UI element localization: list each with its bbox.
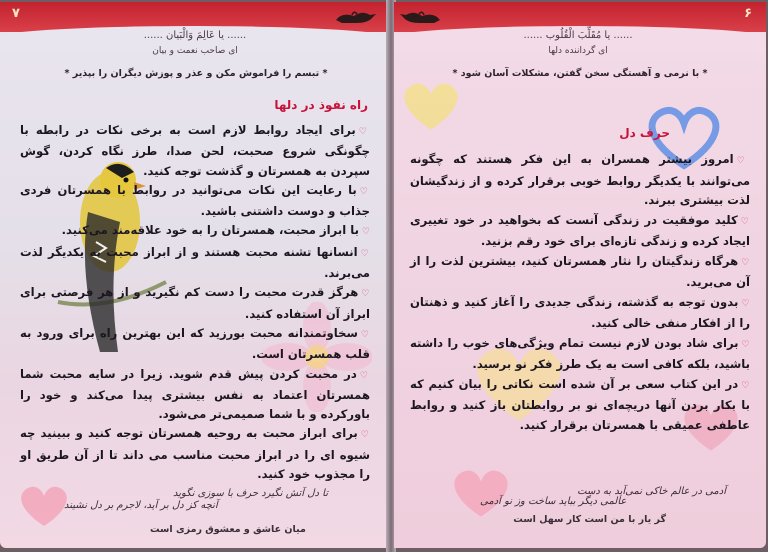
paragraph: ♡در محبت کردن پیش قدم شوید. زیرا در سایه محبت شما همسرتان اعتماد به نفس بیشتری پیدا می‌کند و خود را باورکرده و با شما صمیمی‌تر می‌شود. bbox=[20, 366, 370, 422]
heart-bullet-icon: ♡ bbox=[741, 257, 750, 268]
right-body-text bbox=[410, 150, 750, 435]
right-header-translation: ای گرداننده دلها bbox=[548, 46, 608, 56]
paragraph: ♡سخاوتمندانه محبت بورزید که این بهترین راه برای ورود به قلب همسرتان است. bbox=[20, 325, 370, 362]
left-page bbox=[0, 2, 388, 548]
heart-bullet-icon: ♡ bbox=[361, 289, 370, 300]
right-poem-footer: گر یار با من است کار سهل است bbox=[513, 514, 666, 525]
paragraph: ♡کلید موفقیت در زندگی آنست که بخواهید در خود تغییری ایجاد کرده و زندگی تازه‌ای برای خود رقم بزنید. bbox=[410, 212, 750, 248]
heart-bullet-icon: ♡ bbox=[360, 248, 370, 259]
paragraph: ♡برای ایجاد روابط لازم است به برخی نکات در رابطه با چگونگی شروع صحبت، لحن صدا، طرز نگاه کردن، گوش سپردن به همسرتان و گذشت توجه کنید. bbox=[20, 123, 370, 178]
right-header-arabic: ...... یا مُقَلِّبَ الْقُلُوب ...... bbox=[523, 30, 633, 41]
heart-bullet-icon: ♡ bbox=[741, 339, 751, 350]
heart-bullet-icon: ♡ bbox=[359, 370, 370, 381]
heart-bullet-icon: ♡ bbox=[360, 430, 370, 441]
right-section-title: حرف دل bbox=[619, 126, 670, 140]
right-poem-line-left: عالمی دیگر بباید ساخت وز نو آدمی bbox=[480, 496, 627, 507]
right-poem-line-right: آدمی در عالم خاکی نمی‌آید به دست bbox=[577, 486, 726, 497]
left-motto: * تبسم را فراموش مکن و عذر و پوزش دیگران را بپذیر * bbox=[64, 68, 328, 79]
paragraph: ♡برای ابراز محبت به روحیه همسرتان توجه کنید و ببینید چه شیوه ای را در ابراز محبت مناسب می داند تا از آن طریق او را مجذوب خود کنید. bbox=[20, 426, 370, 482]
right-page bbox=[394, 2, 766, 548]
left-body-text bbox=[20, 121, 370, 484]
heart-bullet-icon: ♡ bbox=[360, 329, 370, 340]
left-header-arabic: ...... یا عَالِمَ وَالْبَیان ...... bbox=[143, 30, 247, 41]
heart-bullet-icon: ♡ bbox=[741, 380, 750, 391]
paragraph: ♡در این کتاب سعی بر آن شده است نکاتی را بیان کنیم که با بکار بردن آنها دریچه‌ای نو بر روابطتان باز کنید و روابط عاطفی عمیقی با همسرتان برقرار کنید. bbox=[410, 376, 750, 432]
left-poem-line-left: آنچه کز دل بر آید، لاجرم بر دل نشیند bbox=[64, 500, 218, 511]
heart-bullet-icon: ♡ bbox=[741, 298, 750, 309]
left-poem-line-right: تا دل آتش نگیرد حرف با سوزی نگوید bbox=[172, 488, 328, 499]
paragraph: ♡انسانها تشنه محبت هستند و از ابراز محبت به یکدیگر لذت می‌برند. bbox=[20, 244, 370, 281]
paragraph: ♡با ابراز محبت، همسرتان را به خود علاقه‌مند می‌کنید. bbox=[61, 223, 370, 238]
heart-bullet-icon: ♡ bbox=[358, 127, 370, 137]
magic-lamp-icon bbox=[398, 8, 444, 26]
paragraph: ♡هرگز قدرت محبت را دست کم نگیرید و از هر فرصتی برای ابراز آن استفاده کنید. bbox=[20, 285, 370, 321]
left-poem-footer: میان عاشق و معشوق رمزی است bbox=[150, 524, 306, 535]
left-page-number: ۷ bbox=[12, 6, 20, 21]
heart-decoration bbox=[446, 457, 516, 527]
heart-bullet-icon: ♡ bbox=[359, 186, 370, 197]
paragraph: ♡امروز بیشتر همسران به این فکر هستند که چگونه می‌توانند با یکدیگر روابط خوبی برقرار کرده و از زندگیشان لذت بیشتری ببرند. bbox=[410, 152, 750, 207]
paragraph: ♡بدون توجه به گذشته، زندگی جدیدی را آغاز کنید و ذهنتان را از افکار منفی خالی کنید. bbox=[410, 294, 750, 330]
heart-decoration bbox=[396, 70, 466, 140]
right-page-number: ۶ bbox=[744, 6, 752, 21]
heart-bullet-icon: ♡ bbox=[740, 216, 750, 227]
magic-lamp-icon bbox=[332, 8, 378, 26]
heart-bullet-icon: ♡ bbox=[736, 156, 750, 166]
paragraph: ♡برای شاد بودن لازم نیست تمام ویژگی‌های خوب را داشته باشید، بلکه کافی است به یک طرز فکر نو برسید. bbox=[410, 335, 751, 371]
paragraph: ♡هرگاه زندگیتان را نثار همسرتان کنید، بیشترین لذت را از آن می‌برید. bbox=[410, 253, 750, 289]
heart-bullet-icon: ♡ bbox=[361, 227, 370, 238]
left-header-translation: ای صاحب نعمت و بیان bbox=[152, 46, 238, 56]
left-section-title: راه نفوذ در دلها bbox=[274, 98, 368, 112]
right-motto: * با نرمی و آهستگی سخن گفتن، مشکلات آسان شود * bbox=[452, 68, 708, 79]
paragraph: ♡با رعایت این نکات می‌توانید در روابط با همسرتان فردی جذاب و دوست داشتنی باشید. bbox=[20, 182, 370, 219]
